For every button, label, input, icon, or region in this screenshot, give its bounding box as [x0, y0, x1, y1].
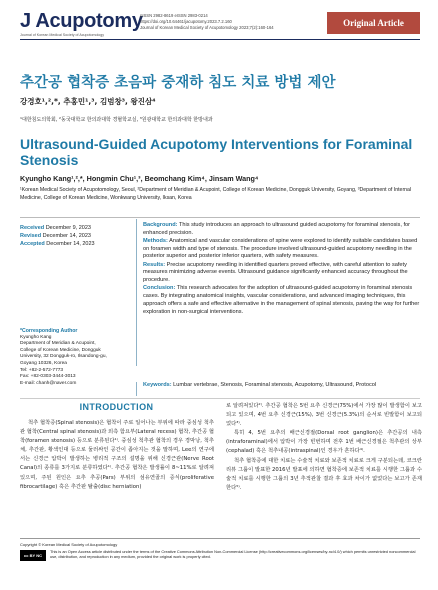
received-date	[20, 224, 95, 232]
abstract-methods	[143, 238, 420, 261]
corr-line: Goyang 10326, Korea	[20, 360, 67, 366]
body-paragraph: 척추 협착증에 대한 치료는 수술적 치료와 보존적 치료로 크게 구분되는데, 코크란 리뷰 그룹이 발표한 2016년 발표에 의하면 협착증에 보존적 치료를 시행한 그룹과 수술적 치료를 시행한 그룹의 3년 추적관찰 결과 후 효과 차이가 없었다는 보고가 존재한다⁵⁾.	[226, 457, 422, 491]
issn-line: pISSN 2982-8619 eISSN 2983-0214	[140, 13, 208, 18]
abstract-conclusion	[143, 285, 420, 316]
doi-link[interactable]: https://doi.org/10.64461/jacupotomy.2023.7.2.160	[140, 19, 232, 24]
abstract-results	[143, 262, 420, 285]
corr-line: Tel: +82-2-572-7773	[20, 367, 64, 373]
abstract-divider	[20, 398, 420, 399]
body-column-left	[20, 419, 214, 492]
body-paragraph: 로 알려져있다²⁾. 추간공 협착은 5번 요추 신경근(75%)에서 가장 많이 발생함이 보고되고 있으며, 4번 요추 신경근(15%), 3번 신경근(5.3%)의 순서로 빈발함이 보고되었다³⁾.	[226, 403, 422, 428]
background-label: Background:	[143, 222, 178, 228]
keywords-label: Keywords:	[143, 382, 172, 388]
corresponding-heading: *Corresponding Author	[20, 328, 78, 334]
body-paragraph: 특히 4, 5번 요추의 배근신경절(Dorsal root ganglion)은 추간공의 내측(intraforaminal)에서 압박이 가장 빈번하며 전후 1번 배근신경절은 척추관의 상부(cephalad) 혹은 척추내공(intraspinal)인 경우가 흔하다⁴⁾.	[226, 430, 422, 455]
accepted-label: Accepted	[20, 241, 45, 247]
issn-block	[140, 13, 274, 31]
copyright-notice: Copyright © Korean Medical Society of Acupotomology	[20, 542, 118, 547]
korean-affiliations: ¹대한침도의학회, ²동국대학교 한의과대학 경혈학교실, ³원광대학교 한의과대학 한방내과	[20, 117, 213, 123]
corr-line: Kyungho Kang	[20, 334, 52, 340]
background-text: This study introduces an approach to ultrasound guided acupotomy for foraminal stenosis, for enhanced precision.	[143, 222, 410, 236]
conclusion-label: Conclusion:	[143, 285, 176, 292]
footer-divider	[20, 538, 420, 539]
keywords-text: Lumbar vertebrae, Stenosis, Foraminal stenosis, Acupotomy, Ultrasound, Protocol	[173, 382, 377, 388]
citation-line: Journal of Korean Medical Society of Acupotomology 2023;7(2):160-164	[140, 25, 274, 30]
results-text: Precise acupotomy needling in identified quarters proved effective, with careful attention to safety measures minimizing adverse events. Ultrasound guidance significantly enhanced accuracy throughout the procedure.	[143, 261, 408, 284]
body-column-right	[226, 402, 422, 493]
results-label: Results:	[143, 261, 166, 268]
journal-subtitle: Journal of Korean Medical Society of Acupotomology	[20, 33, 105, 37]
corr-line: University, 32 Dongguk-ro, Ilsandong-gu,	[20, 354, 107, 360]
license-text: This is an Open Access article distributed under the terms of the Creative Commons Attribution Non-Commercial License (http://creativecommons.org/licenses/by-nc/4.0/) which permits unrestricted noncommercial use, distribution, and reproduction in any medium, provided the original work is properly cited.	[50, 549, 416, 560]
methods-text: Anatomical and vascular considerations of spine were explored to identify suitable candidates based on foramen width and type of stenosis. The procedure involved ultrasound-guided acupotomy needling in the posterior superior and posterior inferior quarters, with safety measures.	[143, 237, 418, 260]
revised-date	[20, 232, 95, 240]
header-divider	[20, 39, 420, 40]
corr-line: Department of Meridian & Acupoint,	[20, 341, 96, 347]
keywords	[136, 382, 424, 396]
corr-line: Fax: +82-0303-3444-3013	[20, 374, 76, 380]
corr-email[interactable]: E-mail: chanh@naver.com	[20, 380, 77, 386]
accepted-value: December 14, 2023	[46, 241, 95, 247]
english-affiliations: ¹Korean Medical Society of Acupotomology, Seoul, ²Department of Meridian & Acupoint, College of Korean Medicine, Dongguk University, Goyang, ³Department of Internal Medicine, College of Korean Medicine, Wonkwang University, Iksan, Korea	[20, 187, 412, 201]
corresponding-author	[20, 328, 107, 387]
article-type-badge: Original Article	[327, 12, 420, 34]
article-dates	[20, 224, 95, 248]
abstract	[136, 219, 424, 366]
accepted-date	[20, 240, 95, 248]
methods-label: Methods:	[143, 237, 168, 244]
abstract-background	[143, 222, 420, 238]
introduction-heading: INTRODUCTION	[79, 402, 154, 412]
revised-label: Revised	[20, 233, 42, 239]
revised-value: December 14, 2023	[42, 233, 91, 239]
body-paragraph: 척추 협착증(Spinal stenosis)은 협착이 주로 일어나는 부위에 따라 중심성 척추관 협착(Central spinal stenosis)과 외측 함요부(Lateral recess) 협착, 추간공 협착(foramen stenosis) 등으로 분류된다¹⁾. 중심성 척추관 협착의 경우 경막낭, 척추체, 추간판, 황색인대 등으로 둘러싸인 공간이 좁아지는 것을 말하며, Lee의 연구에서는 신경근 압박이 발생하는 병리적 구조의 설명을 위해 신경근관(Nerve Root Canal)의 종류를 3가지로 분류하였다¹⁾. 추간공 협착은 발생률이 8~11%로 알려져 있으며, 주된 원인은 요추 추공(Pars) 부위의 섬유연골의 증식(proliferative fibrocartilage) 혹은 추간판 탈출(disc herniation)	[20, 420, 214, 490]
conclusion-text: This research advocates for the adoption of ultrasound-guided acupotomy in foraminal stenosis cases. By integrating anatomical insights, vascular considerations, and advanced imaging techniques, this approach offers a safe and effective alternative in the management of spinal stenosis, paving the way for further exploration in non-surgical interventions.	[143, 285, 420, 315]
cc-license-icon: cc BY NC	[20, 550, 46, 561]
english-authors: Kyungho Kang¹,²,*, Hongmin Chu¹,³, Beomchang Kim⁴, Jinsam Wang⁴	[20, 174, 259, 183]
title-divider	[20, 217, 420, 218]
received-label: Received	[20, 225, 45, 231]
corr-line: College of Korean Medicine, Dongguk	[20, 347, 101, 353]
korean-title: 추간공 협착증 초음파 중재하 침도 치료 방법 제안	[20, 75, 336, 91]
journal-logo: J Acupotomy	[20, 10, 143, 32]
received-value: December 9, 2023	[45, 225, 91, 231]
korean-authors: 강경호¹,²,*, 추홍민¹,³, 김범창³, 왕진삼⁴	[20, 97, 156, 106]
english-title: Ultrasound-Guided Acupotomy Interventions for Foraminal Stenosis	[20, 136, 413, 168]
